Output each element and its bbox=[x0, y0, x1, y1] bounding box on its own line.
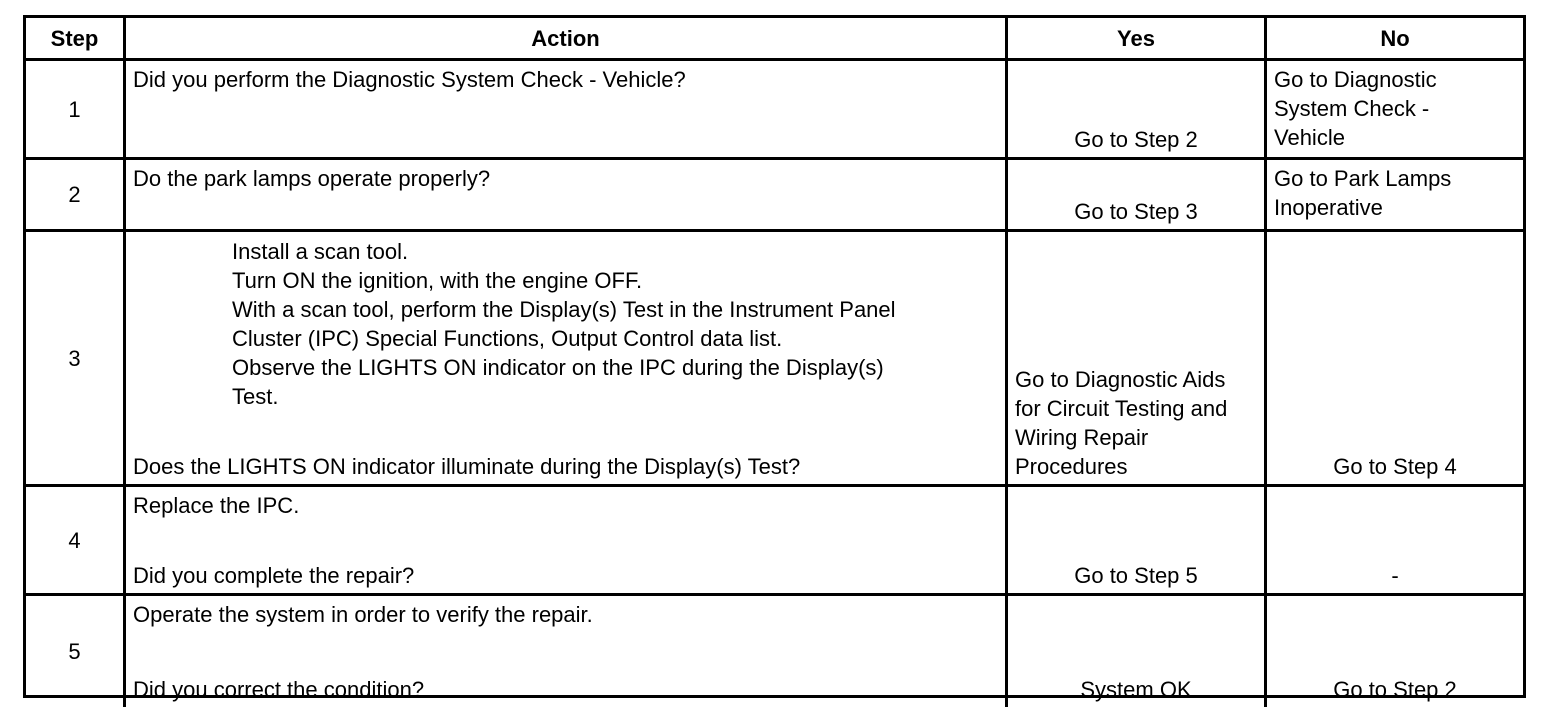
no-text-3: Go to Step 4 bbox=[1333, 454, 1457, 479]
no-cell-3 bbox=[1267, 232, 1523, 487]
yes-cell-3 bbox=[1008, 232, 1267, 487]
yes-cell-4 bbox=[1008, 487, 1267, 596]
yes-text-4: Go to Step 5 bbox=[1074, 563, 1198, 588]
yes-cell-1 bbox=[1008, 61, 1267, 160]
no-text-5: Go to Step 2 bbox=[1333, 677, 1457, 702]
step-cell-2: 2 bbox=[26, 160, 126, 232]
no-line: Vehicle bbox=[1274, 125, 1345, 150]
action-step-line: Turn ON the ignition, with the engine OFF. bbox=[232, 268, 643, 293]
action-step-line: Test. bbox=[232, 384, 279, 409]
no-cell-5 bbox=[1267, 596, 1523, 707]
yes-text-2: Go to Step 3 bbox=[1074, 199, 1198, 224]
action-question-1: Did you perform the Diagnostic System Check - Vehicle? bbox=[133, 67, 686, 92]
no-text-2 bbox=[1274, 164, 1519, 222]
action-top-4: Replace the IPC. bbox=[133, 493, 300, 518]
diagnostic-table bbox=[23, 15, 1526, 702]
yes-line: for Circuit Testing and bbox=[1015, 396, 1228, 421]
header-no: No bbox=[1267, 18, 1523, 61]
no-line: Inoperative bbox=[1274, 195, 1383, 220]
yes-cell-2 bbox=[1008, 160, 1267, 232]
yes-text-5: System OK bbox=[1080, 677, 1192, 702]
action-question-2: Do the park lamps operate properly? bbox=[133, 166, 491, 191]
step-cell-4: 4 bbox=[26, 487, 126, 596]
action-cell-1 bbox=[126, 61, 1008, 160]
action-question-4: Did you complete the repair? bbox=[133, 563, 415, 588]
header-yes: Yes bbox=[1008, 18, 1267, 61]
no-line: Go to Diagnostic bbox=[1274, 67, 1437, 92]
yes-line: Go to Diagnostic Aids bbox=[1015, 367, 1226, 392]
no-line: Go to Park Lamps bbox=[1274, 166, 1452, 191]
no-cell-2 bbox=[1267, 160, 1523, 232]
action-top-5: Operate the system in order to verify the repair. bbox=[133, 602, 593, 627]
action-step-line: Cluster (IPC) Special Functions, Output Control data list. bbox=[232, 326, 783, 351]
no-cell-1 bbox=[1267, 61, 1523, 160]
action-steps-3 bbox=[232, 237, 995, 411]
no-cell-4 bbox=[1267, 487, 1523, 596]
action-step-line: Observe the LIGHTS ON indicator on the IPC during the Display(s) bbox=[232, 355, 884, 380]
step-cell-5: 5 bbox=[26, 596, 126, 707]
header-step: Step bbox=[26, 18, 126, 61]
yes-text-1: Go to Step 2 bbox=[1074, 127, 1198, 152]
step-cell-3: 3 bbox=[26, 232, 126, 487]
header-action: Action bbox=[126, 18, 1008, 61]
action-question-5: Did you correct the condition? bbox=[133, 677, 425, 702]
step-cell-1: 1 bbox=[26, 61, 126, 160]
no-line: System Check - bbox=[1274, 96, 1430, 121]
action-cell-4 bbox=[126, 487, 1008, 596]
action-question-3: Does the LIGHTS ON indicator illuminate during the Display(s) Test? bbox=[133, 454, 801, 479]
action-cell-2 bbox=[126, 160, 1008, 232]
no-text-4: - bbox=[1391, 563, 1399, 588]
action-cell-3 bbox=[126, 232, 1008, 487]
no-text-1 bbox=[1274, 65, 1519, 152]
yes-text-3 bbox=[1015, 365, 1260, 481]
action-step-line: With a scan tool, perform the Display(s) Test in the Instrument Panel bbox=[232, 297, 896, 322]
yes-cell-5 bbox=[1008, 596, 1267, 707]
action-cell-5 bbox=[126, 596, 1008, 707]
action-step-line: Install a scan tool. bbox=[232, 239, 409, 264]
yes-line: Wiring Repair bbox=[1015, 425, 1149, 450]
yes-line: Procedures bbox=[1015, 454, 1128, 479]
